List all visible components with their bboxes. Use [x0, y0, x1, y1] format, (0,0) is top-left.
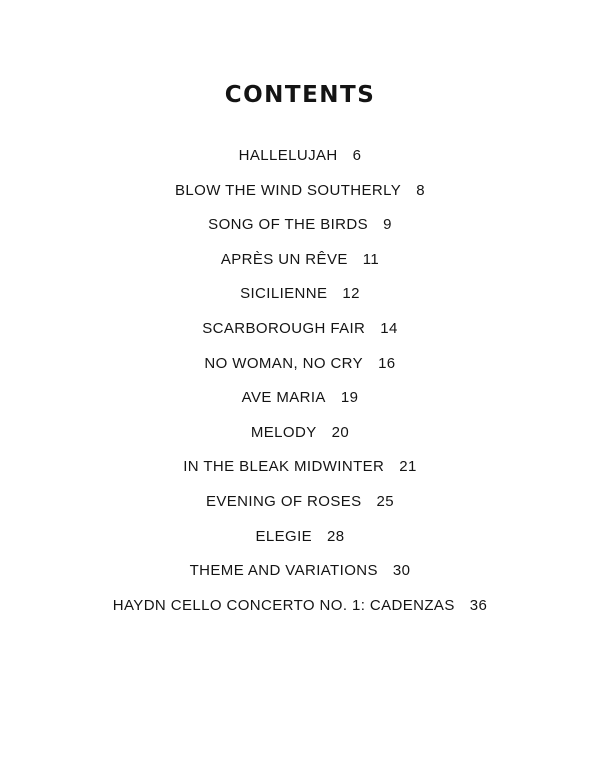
toc-entry-title: APRÈS UN RÊVE — [220, 250, 348, 268]
toc-entry-page: 28 — [327, 527, 345, 545]
toc-entry-title: SCARBOROUGH FAIR — [202, 319, 366, 337]
toc-entry-theme-and-variations[interactable] — [0, 561, 600, 596]
toc-entry-page: 11 — [362, 250, 380, 268]
toc-entry-page: 19 — [340, 389, 359, 407]
toc-entry-title: IN THE BLEAK MIDWINTER — [183, 458, 385, 476]
toc-entry-page: 6 — [352, 147, 362, 164]
toc-entry-title: SONG OF THE BIRDS — [208, 216, 369, 234]
toc-entry-in-the-bleak-midwinter[interactable] — [0, 457, 600, 492]
toc-entry-sicilienne[interactable] — [0, 284, 600, 319]
toc-entry-title: EVENING OF ROSES — [205, 492, 362, 510]
toc-entry-scarborough-fair[interactable] — [0, 319, 600, 354]
toc-entry-title: NO WOMAN, NO CRY — [204, 354, 364, 372]
toc-entry-title: HAYDN CELLO CONCERTO NO. 1: CADENZAS — [112, 596, 455, 614]
toc-entry-title: SICILIENNE — [240, 285, 328, 303]
toc-entry-melody[interactable] — [0, 423, 600, 458]
toc-entry-page: 21 — [399, 458, 417, 476]
toc-entry-page: 30 — [392, 562, 411, 580]
toc-entry-title: BLOW THE WIND SOUTHERLY — [175, 181, 402, 199]
toc-entry-evening-of-roses[interactable] — [0, 492, 600, 527]
toc-entry-title: THEME AND VARIATIONS — [189, 562, 378, 580]
toc-entry-blow-the-wind-southerly[interactable] — [0, 181, 600, 216]
toc-entry-page: 16 — [378, 354, 396, 372]
page-title: CONTENTS — [224, 82, 376, 108]
toc-entry-page: 14 — [380, 319, 398, 337]
table-of-contents — [0, 146, 600, 630]
toc-entry-page: 12 — [342, 285, 360, 303]
toc-entry-ave-maria[interactable] — [0, 388, 600, 423]
toc-entry-page: 25 — [376, 492, 395, 510]
toc-entry-hallelujah[interactable] — [0, 146, 600, 181]
toc-entry-page: 20 — [331, 423, 350, 441]
toc-entry-elegie[interactable] — [0, 527, 600, 562]
toc-entry-apres-un-reve[interactable] — [0, 250, 600, 285]
toc-entry-title: AVE MARIA — [241, 389, 326, 407]
toc-entry-title: ELEGIE — [255, 527, 313, 545]
toc-entry-page: 9 — [383, 216, 392, 234]
toc-entry-page: 8 — [416, 181, 425, 199]
toc-entry-song-of-the-birds[interactable] — [0, 215, 600, 250]
toc-entry-page: 36 — [469, 596, 488, 614]
toc-entry-no-woman-no-cry[interactable] — [0, 354, 600, 389]
toc-entry-haydn-cello-concerto-cadenzas[interactable] — [0, 596, 600, 631]
toc-entry-title: MELODY — [250, 423, 317, 441]
toc-entry-title: HALLELUJAH — [238, 147, 338, 164]
